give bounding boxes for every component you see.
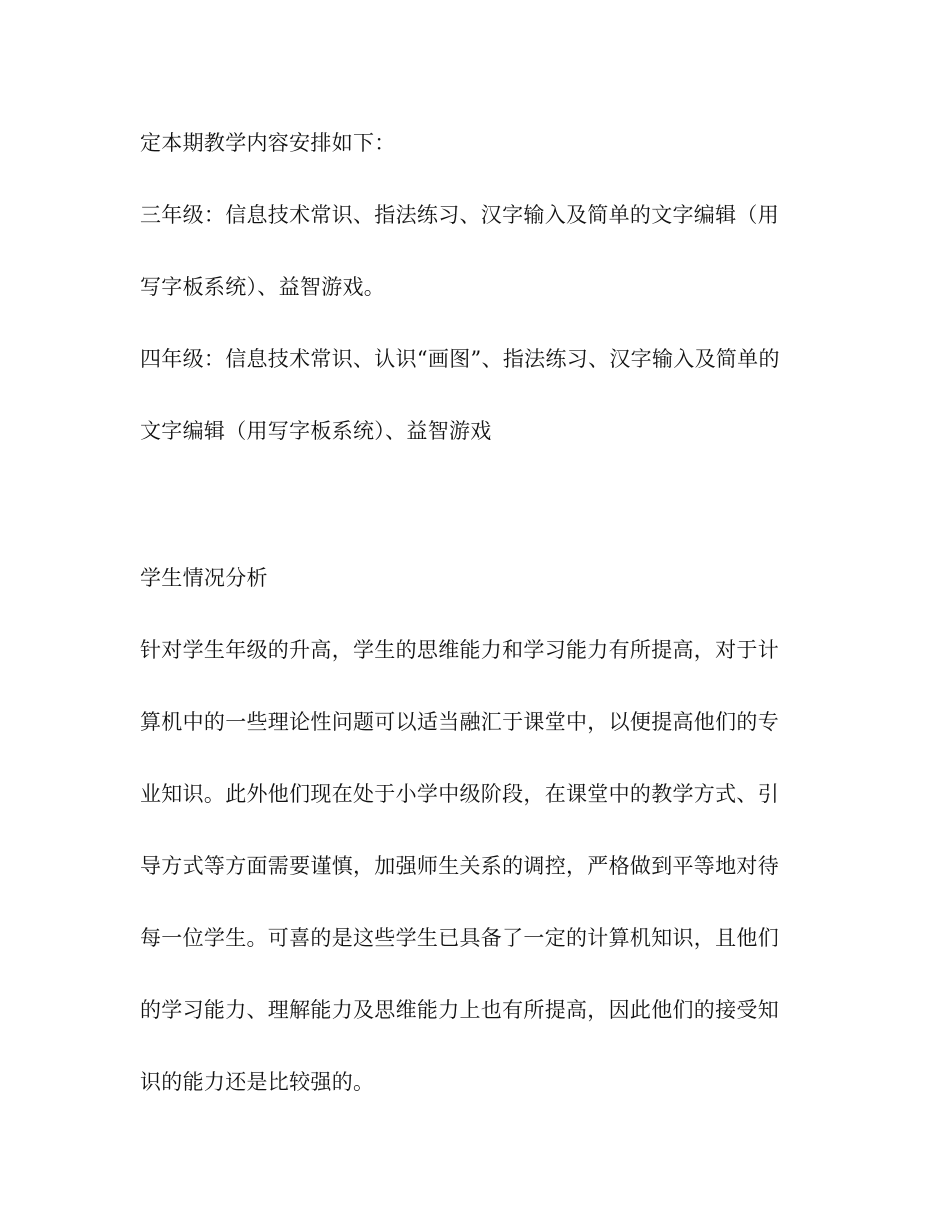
analysis-line-4: 导方式等方面需要谨慎，加强师生关系的调控，严格做到平等地对待 [140, 854, 779, 878]
analysis-line-6: 的学习能力、理解能力及思维能力上也有所提高，因此他们的接受知 [140, 998, 779, 1022]
grade-four-line-1: 四年级：信息技术常识、认识“画图”、指法练习、汉字输入及简单的 [140, 347, 780, 371]
grade-three-line-1: 三年级：信息技术常识、指法练习、汉字输入及简单的文字编辑（用 [140, 203, 779, 227]
section-heading: 学生情况分析 [140, 566, 268, 590]
grade-three-line-2: 写字板系统）、益智游戏。 [140, 275, 386, 299]
analysis-line-7: 识的能力还是比较强的。 [140, 1070, 375, 1094]
analysis-line-3: 业知识。此外他们现在处于小学中级阶段，在课堂中的教学方式、引 [140, 782, 779, 806]
analysis-line-5: 每一位学生。可喜的是这些学生已具备了一定的计算机知识，且他们 [140, 926, 779, 950]
content-intro-line: 定本期教学内容安排如下： [140, 131, 396, 155]
grade-four-line-2: 文字编辑（用写字板系统）、益智游戏 [140, 419, 492, 443]
analysis-line-1: 针对学生年级的升高，学生的思维能力和学习能力有所提高，对于计 [140, 638, 779, 662]
analysis-line-2: 算机中的一些理论性问题可以适当融汇于课堂中，以便提高他们的专 [140, 710, 779, 734]
